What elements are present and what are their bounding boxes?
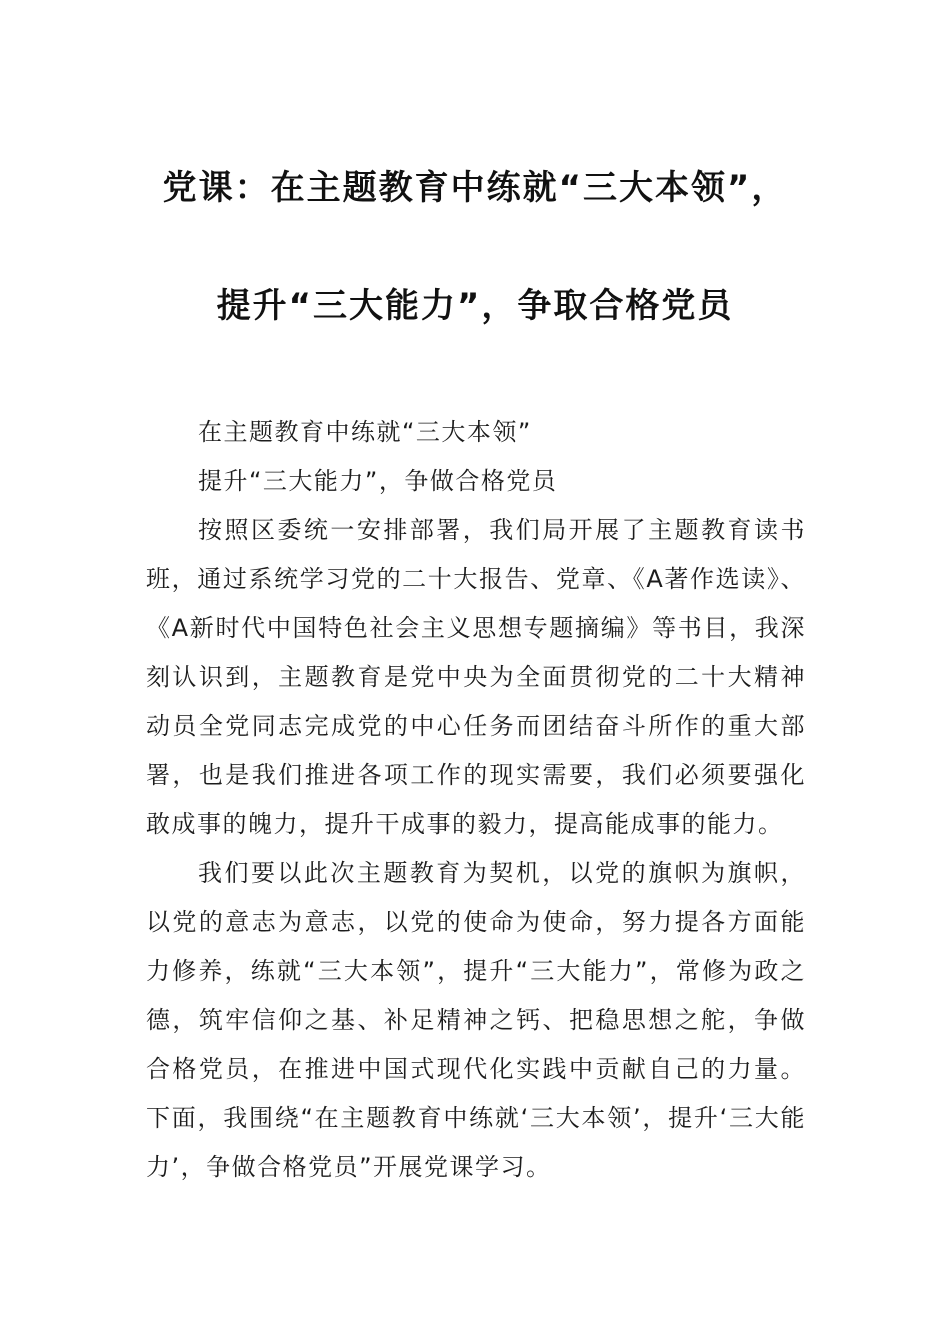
subtitle-line-2: 提升“三大能力”，争做合格党员 [198, 467, 558, 495]
subtitle-line-1: 在主题教育中练就“三大本领” [198, 418, 532, 446]
paragraph-1: 按照区委统一安排部署，我们局开展了主题教育读书班，通过系统学习党的二十大报告、党章、《A著作选读》、《A新时代中国特色社会主义思想专题摘编》等书目，我深刻认识到，主题教育是党中央为全面贯彻党的二十大精神动员全党同志完成党的中心任务而团结奋斗所作的重大部署，也是我们推进各项工作的现实需要，我们必须要强化敢成事的魄力，提升干成事的毅力，提高能成事的能力。 [146, 516, 806, 838]
document-title-line-1: 党课：在主题教育中练就“三大本领”， [162, 168, 788, 208]
document-title-line-2: 提升“三大能力”，争取合格党员 [216, 286, 734, 326]
paragraph-2: 我们要以此次主题教育为契机，以党的旗帜为旗帜，以党的意志为意志，以党的使命为使命，努力提各方面能力修养，练就“三大本领”，提升“三大能力”，常修为政之德，筑牢信仰之基、补足精神之钙、把稳思想之舵，争做合格党员，在推进中国式现代化实践中贡献自己的力量。下面，我围绕“在主题教育中练就‘三大本领’，提升‘三大能力’，争做合格党员”开展党课学习。 [146, 859, 806, 1181]
document-body [146, 408, 806, 1192]
